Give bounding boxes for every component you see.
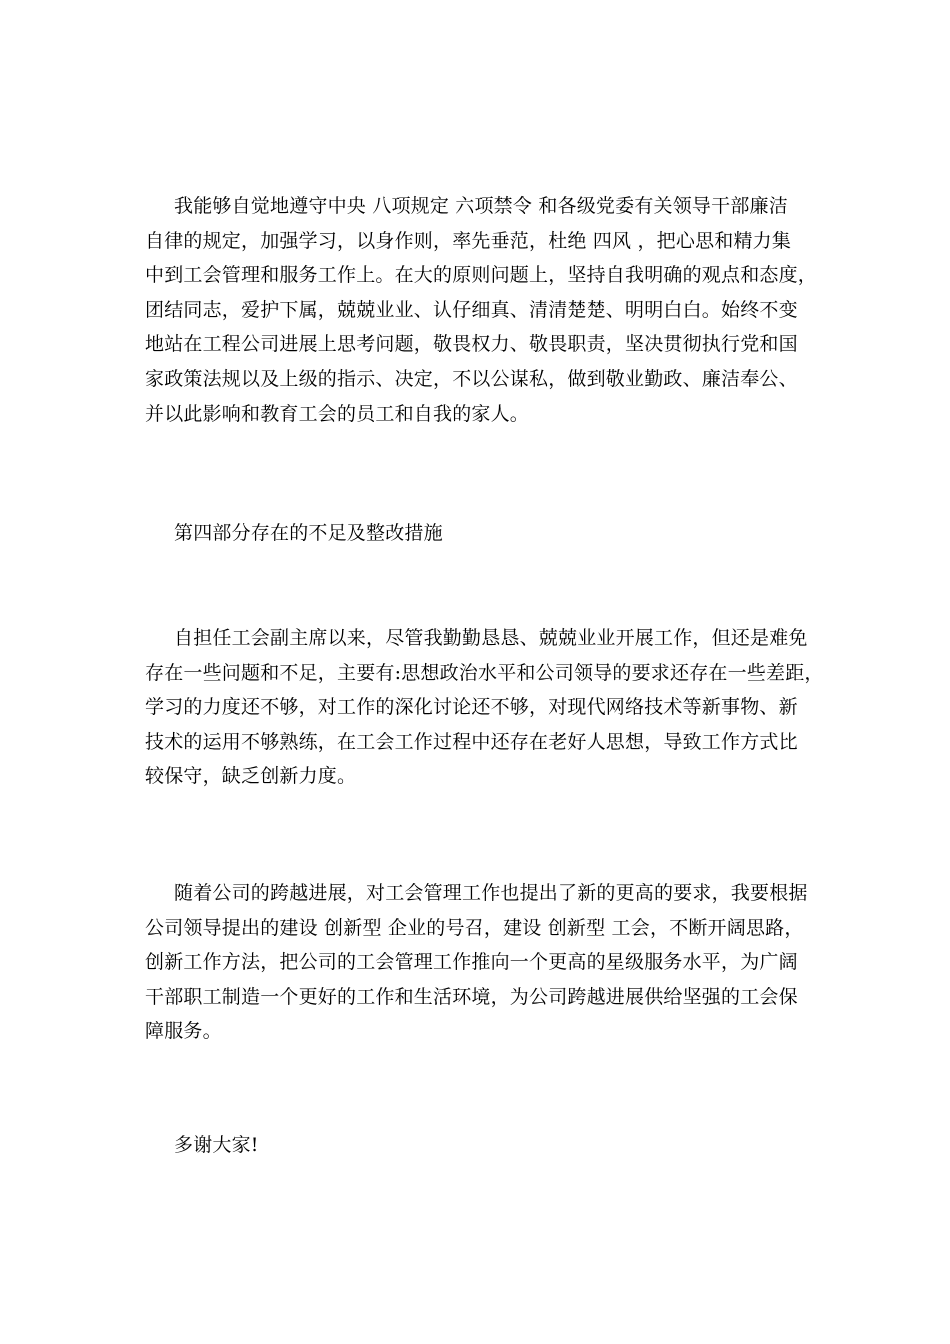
- text-line: 团结同志，爱护下属，兢兢业业、认仔细真、清清楚楚、明明白白。始终不变: [145, 298, 798, 321]
- text-line: 我能够自觉地遵守中央 八项规定 六项禁令 和各级党委有关领导干部廉洁: [174, 195, 788, 217]
- text-line: 创新工作方法，把公司的工会管理工作推向一个更高的星级服务水平，为广阔: [145, 951, 798, 974]
- text-line: 障服务。: [145, 1020, 222, 1043]
- closing-text: 多谢大家!: [174, 1134, 259, 1156]
- paragraph-improvement: [145, 876, 825, 1049]
- paragraph-integrity: [145, 189, 825, 431]
- paragraph-shortcomings: [145, 621, 825, 794]
- text-line: 技术的运用不够熟练，在工会工作过程中还存在老好人思想，导致工作方式比: [145, 730, 798, 753]
- section-heading-text: 第四部分存在的不足及整改措施: [174, 522, 443, 544]
- text-line: 并以此影响和教育工会的员工和自我的家人。: [145, 402, 530, 425]
- text-line: 自律的规定，加强学习，以身作则，率先垂范，杜绝 四风 ，把心思和精力集: [145, 229, 792, 252]
- section-heading: [145, 516, 825, 551]
- text-line: 较保守，缺乏创新力度。: [145, 765, 357, 788]
- closing-remark: [145, 1128, 825, 1163]
- text-line: 自担任工会副主席以来，尽管我勤勤恳恳、兢兢业业开展工作，但还是难免: [174, 627, 808, 649]
- text-line: 学习的力度还不够，对工作的深化讨论还不够，对现代网络技术等新事物、新: [145, 696, 798, 719]
- text-line: 存在一些问题和不足，主要有:思想政治水平和公司领导的要求还存在一些差距，: [145, 661, 824, 684]
- text-line: 干部职工制造一个更好的工作和生活环境，为公司跨越进展供给坚强的工会保: [145, 985, 798, 1008]
- text-line: 公司领导提出的建设 创新型 企业的号召，建设 创新型 工会，不断开阔思路，: [145, 916, 804, 939]
- text-line: 随着公司的跨越进展，对工会管理工作也提出了新的更高的要求，我要根据: [174, 882, 808, 904]
- text-line: 中到工会管理和服务工作上。在大的原则问题上，坚持自我明确的观点和态度，: [145, 264, 818, 287]
- text-line: 地站在工程公司进展上思考问题，敬畏权力、敬畏职责，坚决贯彻执行党和国: [145, 333, 798, 356]
- text-line: 家政策法规以及上级的指示、决定，不以公谋私，做到敬业勤政、廉洁奉公、: [145, 367, 798, 390]
